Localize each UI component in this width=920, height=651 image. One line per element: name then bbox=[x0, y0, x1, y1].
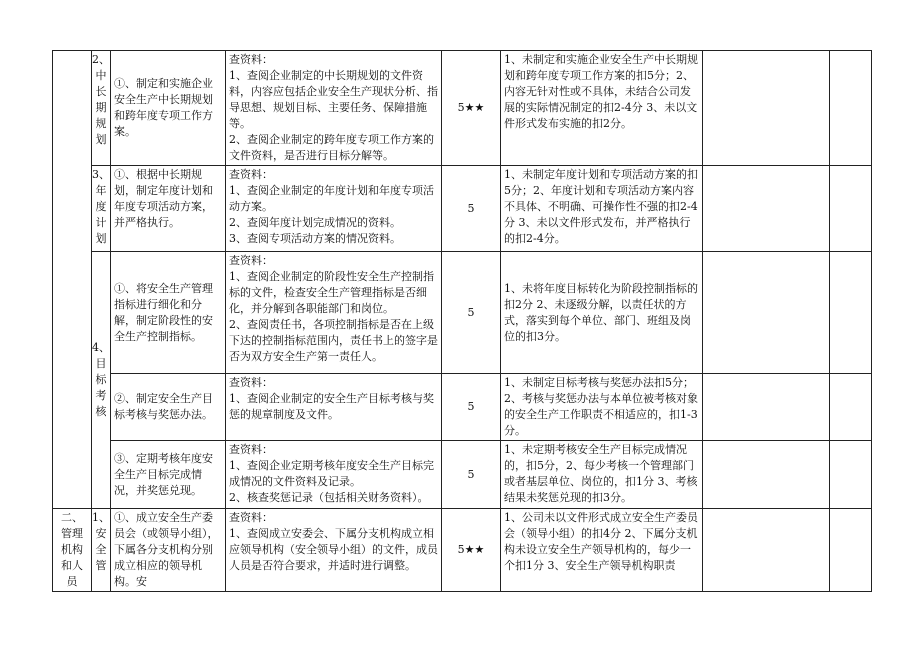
standard-cell: 1、未制定目标考核与奖惩办法扣5分；2、考核与奖惩办法与本单位被考核对象的安全生产工作职责不相适应的，扣1-3分。 bbox=[501, 374, 703, 441]
score-cell: 5 bbox=[442, 166, 501, 252]
item-char: 划 bbox=[95, 232, 107, 245]
item-cell bbox=[92, 166, 111, 252]
standard-cell: 1、未定期考核安全生产目标完成情况的，扣5分，2、每少考核一个管理部门或者基层单位、岗位的，扣1分 3、考核结果未奖惩兑现的扣3分。 bbox=[501, 441, 703, 509]
method-cell bbox=[226, 509, 442, 592]
item-char: 3、 bbox=[92, 168, 110, 181]
item-char: 考 bbox=[95, 389, 107, 402]
item-char: 规 bbox=[95, 117, 107, 130]
table-row bbox=[53, 509, 872, 592]
score-cell: 5 bbox=[442, 374, 501, 441]
method-text: 查资料： 1、查阅企业制定的中长期规划的文件资料，内容应包括企业安全生产现状分析、指导思想、规划目标、主要任务、保障措施等。 2、查阅企业制定的跨年度专项工作方案的文件资料，是否进行目标分解等。 bbox=[229, 53, 438, 162]
content-cell: ②、制定安全生产目标考核与奖惩办法。 bbox=[111, 374, 226, 441]
blank-cell bbox=[703, 374, 830, 441]
method-text: 查资料： 1、查阅企业制定的安全生产目标考核与奖惩的规章制度及文件。 bbox=[229, 376, 434, 421]
method-text: 查资料： 1、查阅成立安委会、下属分支机构成立相应领导机构（安全领导小组）的文件，成员人员是否符合要求，并适时进行调整。 bbox=[229, 511, 438, 572]
table-row bbox=[53, 51, 872, 166]
method-cell bbox=[226, 374, 442, 441]
method-cell bbox=[226, 166, 442, 252]
item-char: 1、 bbox=[92, 511, 110, 524]
blank-cell bbox=[830, 374, 872, 441]
content-cell: ①、根据中长期规划，制定年度计划和年度专项活动方案，并严格执行。 bbox=[111, 166, 226, 252]
blank-cell bbox=[830, 509, 872, 592]
method-text: 查资料： 1、查阅企业制定的年度计划和年度专项活动方案。 2、查阅年度计划完成情况的资料。 3、查阅专项活动方案的情况资料。 bbox=[229, 168, 434, 245]
standard-cell: 1、未制定年度计划和专项活动方案的扣5分；2、年度计划和专项活动方案内容不具体、不明确、可操作性不强的扣2-4分 3、未以文件形式发布，并严格执行的扣2-4分。 bbox=[501, 166, 703, 252]
item-char: 期 bbox=[95, 101, 107, 114]
blank-cell bbox=[830, 166, 872, 252]
blank-cell bbox=[830, 51, 872, 166]
table-row bbox=[53, 166, 872, 252]
item-char: 4、 bbox=[92, 341, 110, 354]
item-char: 长 bbox=[95, 85, 107, 98]
blank-cell bbox=[830, 441, 872, 509]
item-char: 中 bbox=[95, 69, 107, 82]
score-cell: 5 bbox=[442, 441, 501, 509]
method-cell bbox=[226, 441, 442, 509]
section-cell: 二、管理机构和人员 bbox=[53, 509, 92, 592]
item-char: 年 bbox=[95, 184, 107, 197]
content-cell: ①、将安全生产管理指标进行细化和分解，制定阶段性的安全生产控制指标。 bbox=[111, 252, 226, 374]
item-cell bbox=[92, 51, 111, 166]
item-char: 度 bbox=[95, 200, 107, 213]
blank-cell bbox=[703, 252, 830, 374]
standard-cell: 1、未制定和实施企业安全生产中长期规划和跨年度专项工作方案的扣5分；2、内容无针对性或不具体，未结合公司发展的实际情况制定的扣2-4分 3、未以文件形式发布实施的扣2分。 bbox=[501, 51, 703, 166]
method-cell bbox=[226, 252, 442, 374]
item-char: 标 bbox=[95, 373, 107, 386]
item-char: 核 bbox=[95, 405, 107, 418]
blank-cell bbox=[703, 51, 830, 166]
content-cell: ①、制定和实施企业安全生产中长期规划和跨年度专项工作方案。 bbox=[111, 51, 226, 166]
method-text: 查资料： 1、查阅企业制定的阶段性安全生产控制指标的文件，检查安全生产管理指标是否细化，并分解到各职能部门和岗位。 2、查阅责任书，各项控制指标是否在上级下达的控制指标范围内，责任书上的签字是否为双方安全生产第一责任人。 bbox=[229, 254, 438, 363]
score-cell: 5★★ bbox=[442, 509, 501, 592]
assessment-table bbox=[52, 50, 872, 592]
blank-cell bbox=[703, 441, 830, 509]
blank-cell bbox=[703, 509, 830, 592]
score-cell: 5★★ bbox=[442, 51, 501, 166]
item-char: 安 bbox=[95, 527, 107, 540]
item-char: 目 bbox=[95, 357, 107, 370]
item-char: 划 bbox=[95, 133, 107, 146]
item-cell bbox=[92, 252, 111, 509]
item-cell bbox=[92, 509, 111, 592]
method-cell bbox=[226, 51, 442, 166]
item-char: 管 bbox=[95, 559, 107, 572]
standard-cell: 1、未将年度目标转化为阶段控制指标的扣2分 2、未逐级分解，以责任状的方式，落实到每个单位、部门、班组及岗位的扣3分。 bbox=[501, 252, 703, 374]
table-row bbox=[53, 252, 872, 374]
method-text: 查资料： 1、查阅企业定期考核年度安全生产目标完成情况的文件资料及记录。 2、核查奖惩记录（包括相关财务资料）。 bbox=[229, 443, 434, 504]
blank-cell bbox=[830, 252, 872, 374]
item-char: 计 bbox=[95, 216, 107, 229]
blank-cell bbox=[703, 166, 830, 252]
section-cell-empty bbox=[53, 51, 92, 509]
item-char: 2、 bbox=[92, 53, 110, 66]
standard-cell: 1、公司未以文件形式成立安全生产委员会（领导小组）的扣4分 2、下属分支机构未设立安全生产领导机构的，每少一个扣1分 3、安全生产领导机构职责 bbox=[501, 509, 703, 592]
table-row bbox=[53, 441, 872, 509]
content-cell: ①、成立安全生产委员会（或领导小组），下属各分支机构分别成立相应的领导机构。安 bbox=[111, 509, 226, 592]
table-row bbox=[53, 374, 872, 441]
item-char: 全 bbox=[95, 543, 107, 556]
content-cell: ③、定期考核年度安全生产目标完成情况，并奖惩兑现。 bbox=[111, 441, 226, 509]
score-cell: 5 bbox=[442, 252, 501, 374]
